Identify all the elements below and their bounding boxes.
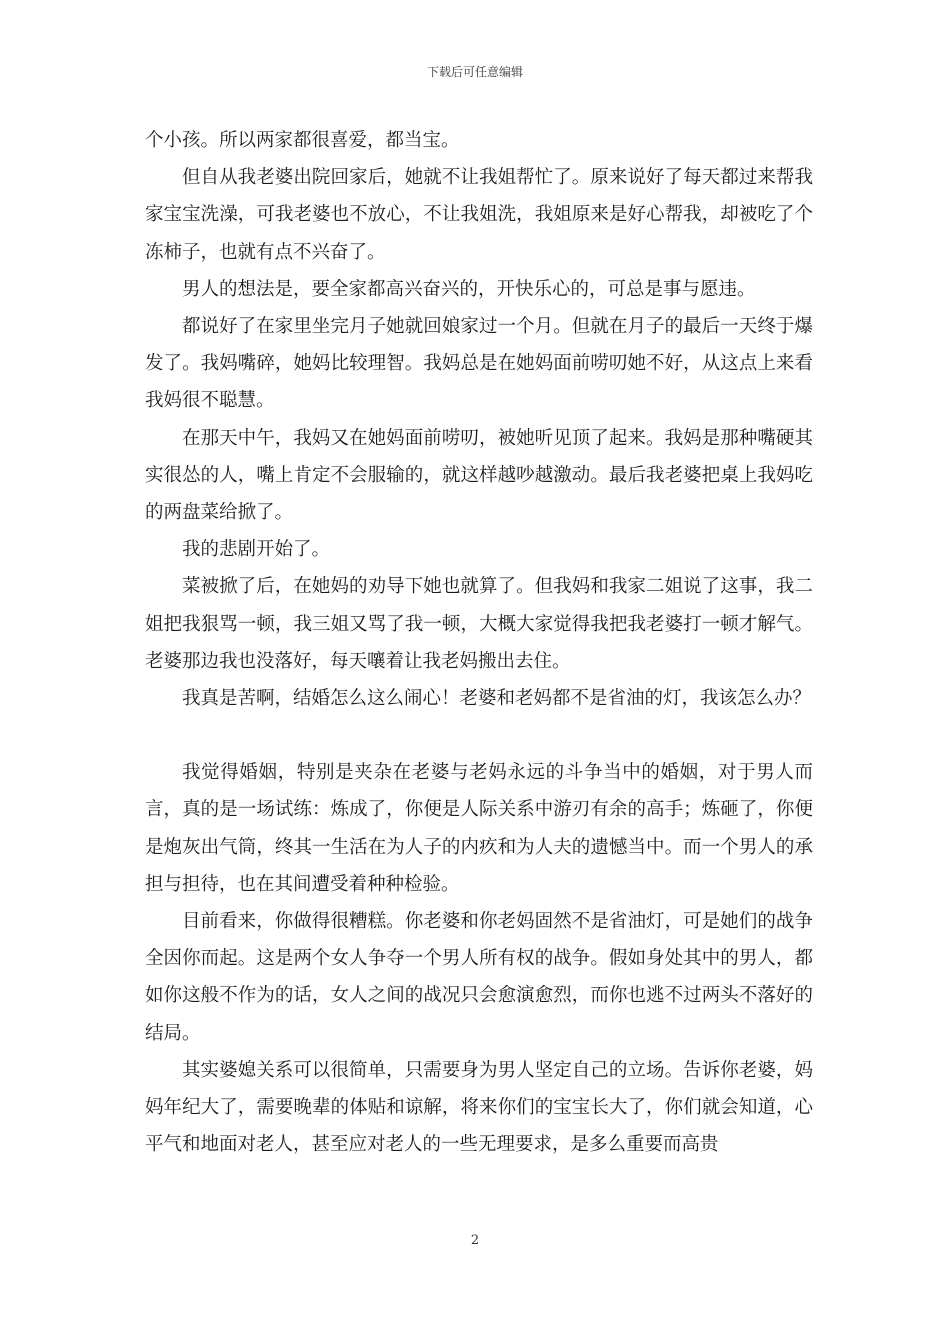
paragraph-10: 目前看来，你做得很糟糕。你老婆和你老妈固然不是省油灯，可是她们的战争全因你而起。这是两个女人争夺一个男人所有权的战争。假如身处其中的男人，都如你这般不作为的话，女人之间的战况只会愈演愈烈，而你也逃不过两头不落好的结局。 [145,911,813,1044]
document-body [145,122,813,1163]
paragraph-2: 但自从我老婆出院回家后，她就不让我姐帮忙了。原来说好了每天都过来帮我家宝宝洗澡，可我老婆也不放心，不让我姐洗，我姐原来是好心帮我，却被吃了个冻柿子，也就有点不兴奋了。 [145,167,813,263]
paragraph-5: 在那天中午，我妈又在她妈面前唠叨，被她听见顶了起来。我妈是那种嘴硬其实很怂的人，嘴上肯定不会服输的，就这样越吵越激动。最后我老婆把桌上我妈吃的两盘菜给掀了。 [145,427,813,524]
paragraph-4: 都说好了在家里坐完月子她就回娘家过一个月。但就在月子的最后一天终于爆发了。我妈嘴碎，她妈比较理智。我妈总是在她妈面前唠叨她不好，从这点上来看我妈很不聪慧。 [145,316,813,412]
page-number: 2 [470,1233,480,1248]
paragraph-9: 我觉得婚姻，特别是夹杂在老婆与老妈永远的斗争当中的婚姻，对于男人而言，真的是一场试练：炼成了，你便是人际关系中游刃有余的高手；炼砸了，你便是炮灰出气筒，终其一生活在为人子的内疚和为人夫的遗憾当中。而一个男人的承担与担待，也在其间遭受着种种检验。 [145,762,813,895]
paragraph-7: 菜被掀了后，在她妈的劝导下她也就算了。但我妈和我家二姐说了这事，我二姐把我狠骂一顿，我三姐又骂了我一顿，大概大家觉得我把我老婆打一顿才解气。老婆那边我也没落好，每天嚷着让我老妈搬出去住。 [145,576,813,672]
paragraph-6: 我的悲剧开始了。 [182,539,331,561]
paragraph-1: 个小孩。所以两家都很喜爱，都当宝。 [145,130,460,151]
paragraph-3: 男人的想法是，要全家都高兴奋兴的，开快乐心的，可总是事与愿违。 [182,278,756,300]
paragraph-11: 其实婆媳关系可以很简单，只需要身为男人坚定自己的立场。告诉你老婆，妈妈年纪大了，需要晚辈的体贴和谅解，将来你们的宝宝长大了，你们就会知道，心平气和地面对老人，甚至应对老人的一些无理要求，是多么重要而高贵 [145,1059,813,1156]
paragraph-8: 我真是苦啊，结婚怎么这么闹心！老婆和老妈都不是省油的灯，我该怎么办？ [182,688,812,710]
page-header: 下载后可任意编辑 [426,65,523,79]
